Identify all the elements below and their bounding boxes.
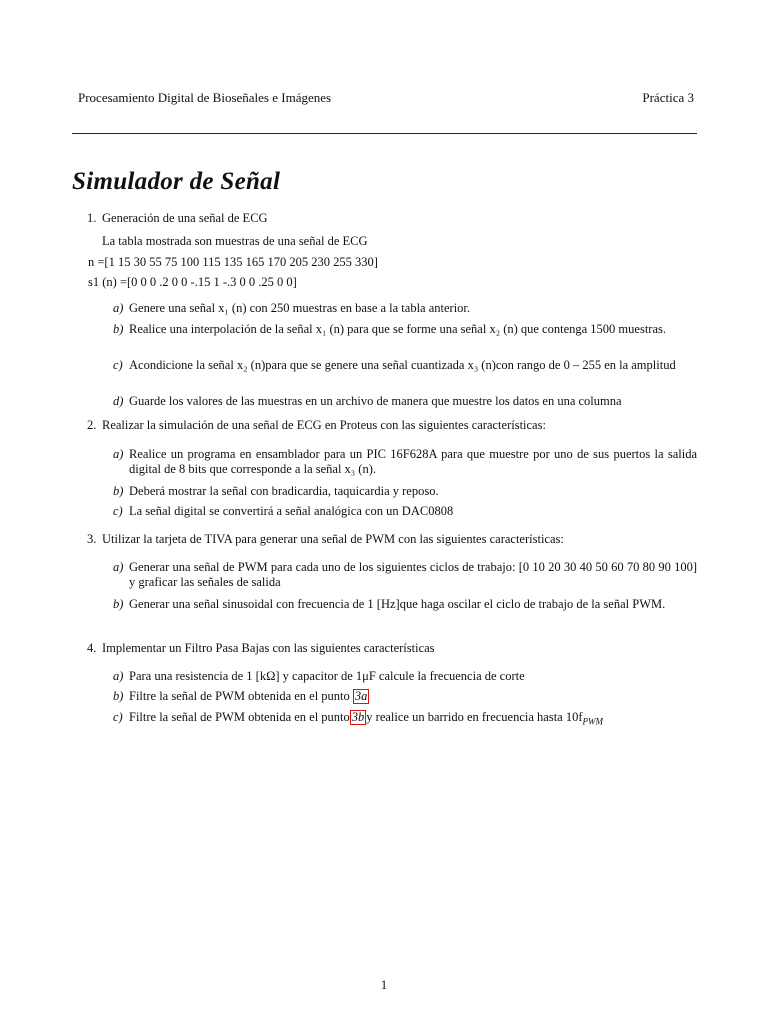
subitem-text: Guarde los valores de las muestras en un archivo de manera que muestre los datos en una columna [129, 394, 622, 408]
subitem-label: b) [113, 322, 124, 336]
item-intro: La tabla mostrada son muestras de una señal de ECG [102, 234, 368, 248]
subitem-label: c) [113, 504, 123, 518]
item-number: 1. [87, 211, 97, 225]
subitem-label: d) [113, 394, 124, 408]
cross-reference-link[interactable]: 3b [351, 710, 365, 724]
subitem-label: b) [113, 484, 124, 498]
subitem-text: Filtre la señal de PWM obtenida en el punto [129, 710, 350, 724]
samples-n-line: n =[1 15 30 55 75 100 115 135 165 170 205 230 255 330] [88, 255, 378, 269]
item-text: Implementar un Filtro Pasa Bajas con las siguientes características [102, 641, 435, 655]
subitem-label: b) [113, 689, 124, 703]
item-number: 3. [87, 532, 97, 546]
subitem-label: a) [113, 301, 124, 315]
item-text: Realizar la simulación de una señal de ECG en Proteus con las siguientes características: [102, 418, 546, 432]
subitem-text-after: y realice un barrido en frecuencia hasta 10f [366, 710, 583, 724]
subitem-label: c) [113, 710, 123, 724]
subitem-text: Realice un programa en ensamblador para un PIC 16F628A para que muestre por uno de sus puertos la salida digital de 8 bits que corresponde a la señal x₃ (n). [129, 447, 697, 476]
subitem-label: c) [113, 358, 123, 372]
subitem-text-with-ref [129, 710, 603, 730]
samples-s1-line: s1 (n) =[0 0 0 .2 0 0 -.15 1 -.3 0 0 .25 0 0] [88, 275, 297, 289]
item-text: Generación de una señal de ECG [102, 211, 268, 225]
subitem-text: Acondicione la señal x₂ (n)para que se genere una señal cuantizada x₃ (n)con rango de 0 – 255 en la amplitud [129, 358, 676, 372]
item-number: 2. [87, 418, 97, 432]
subitem-text: Realice una interpolación de la señal x₁ (n) para que se forme una señal x₂ (n) que contenga 1500 muestras. [129, 322, 666, 336]
item-number: 4. [87, 641, 97, 655]
subitem-text: Generar una señal sinusoidal con frecuencia de 1 [Hz]que haga oscilar el ciclo de trabajo de la señal PWM. [129, 597, 666, 611]
page-title: Simulador de Señal [72, 168, 281, 195]
subitem-text: La señal digital se convertirá a señal analógica con un DAC0808 [129, 504, 454, 518]
cross-reference-link[interactable]: 3a [354, 689, 368, 703]
subitem-text: Para una resistencia de 1 [kΩ] y capacitor de 1μF calcule la frecuencia de corte [129, 669, 525, 683]
subitem-text: Generar una señal de PWM para cada uno de los siguientes ciclos de trabajo: [0 10 20 30 40 50 60 70 80 90 100] y graficar las señales de salida [129, 560, 697, 589]
subitem-label: b) [113, 597, 124, 611]
running-header-practice: Práctica 3 [642, 90, 694, 105]
page-number: 1 [380, 978, 388, 992]
subitem-label: a) [113, 447, 124, 461]
subitem-text-with-ref [129, 689, 369, 704]
subitem-label: a) [113, 560, 124, 574]
item-text: Utilizar la tarjeta de TIVA para generar una señal de PWM con las siguientes características: [102, 532, 564, 546]
subitem-text: Deberá mostrar la señal con bradicardia, taquicardia y reposo. [129, 484, 439, 498]
subitem-text: Filtre la señal de PWM obtenida en el punto [129, 689, 350, 703]
subitem-text: Genere una señal x₁ (n) con 250 muestras en base a la tabla anterior. [129, 301, 471, 315]
subitem-label: a) [113, 669, 124, 683]
running-header-course: Procesamiento Digital de Bioseñales e Imágenes [78, 90, 332, 105]
header-rule [72, 133, 697, 134]
subscript-pwm: PWM [582, 716, 604, 727]
